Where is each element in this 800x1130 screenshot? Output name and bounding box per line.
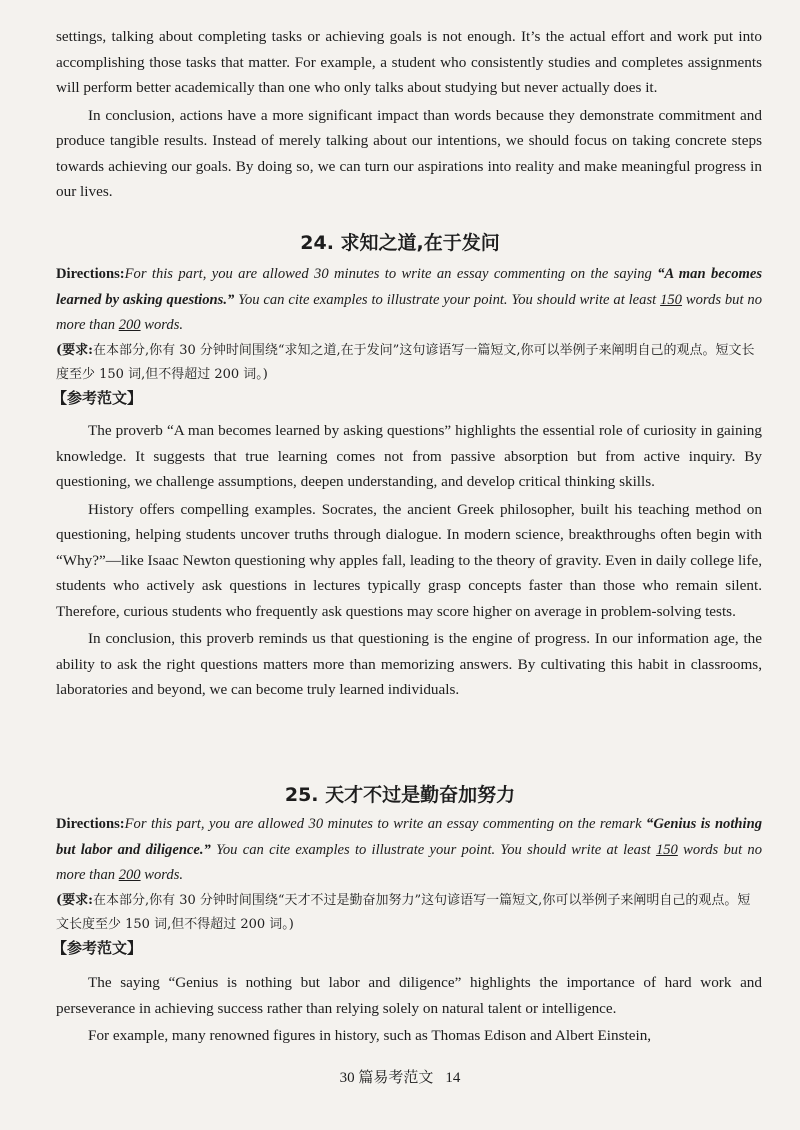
- section-25-directions: [52, 812, 762, 959]
- reference-essay-label: 【参考范文】: [52, 388, 143, 407]
- section-24-directions: [52, 262, 762, 409]
- essay-paragraph: History offers compelling examples. Socrates, the ancient Greek philosopher, built his teaching method on questioning, helping students uncover truths through dialogue. In modern science, breakthroughs often begin with “Why?”—like Isaac Newton questioning why apples fall, leading to the theory of gravity. Even in daily college life, students who actively ask questions in lectures typically grasp concepts faster than those who remain silent. Therefore, curious students who frequently ask questions may score higher on average in problem-solving tests.: [56, 500, 762, 620]
- max-words: 200: [118, 317, 141, 333]
- min-words: 150: [660, 291, 682, 308]
- max-words: 200: [118, 867, 141, 883]
- directions-quote: “A man becomes learned by asking questions.”: [56, 266, 762, 308]
- directions-quote: “Genius is nothing but labor and diligence.”: [56, 816, 762, 858]
- reference-essay-label: 【参考范文】: [52, 938, 143, 957]
- essay-paragraph: For example, many renowned figures in history, such as Thomas Edison and Albert Einstein,: [88, 1027, 652, 1044]
- page-footer: [0, 1068, 800, 1088]
- intro-text: [56, 24, 762, 205]
- book-title: 30 篇易考范文: [339, 1070, 434, 1086]
- essay-paragraph: The proverb “A man becomes learned by asking questions” highlights the essential role of curiosity in gaining knowledge. It suggests that true learning comes not from passive absorption but from active inquiry. By questioning, we challenge assumptions, deepen understanding, and develop critical thinking skills.: [56, 422, 762, 490]
- min-words: 150: [655, 841, 678, 858]
- section-25-essay: [56, 970, 762, 1049]
- requirement-text: (要求:在本部分,你有 30 分钟时间围绕“天才不过是勤奋加努力”这句谚语写一篇短文,你可以举例子来阐明自己的观点。短文长度至少 150 词,但不得超过 200 词。): [56, 892, 751, 932]
- directions-text: Directions:For this part, you are allowed 30 minutes to write an essay commenting on the remark “Genius is nothing but labor and diligence.” You can cite examples to illustrate your point. You should write at least 150 words but no more than 200 words.: [56, 816, 762, 883]
- intro-paragraph-2: In conclusion, actions have a more significant impact than words because they demonstrate commitment and produce tangible results. Instead of merely talking about our intentions, we should focus on taking concrete steps towards achieving our goals. By doing so, we can turn our aspirations into reality and make meaningful progress in our lives.: [56, 106, 762, 200]
- requirement-label: (要求:: [56, 342, 93, 358]
- page-number: 14: [445, 1070, 461, 1086]
- essay-paragraph: The saying “Genius is nothing but labor and diligence” highlights the importance of hard work and perseverance in achieving success rather than relying solely on natural talent or intelligence.: [56, 974, 762, 1017]
- section-25-title: 25. 天才不过是勤奋加努力: [284, 784, 516, 806]
- essay-paragraph: In conclusion, this proverb reminds us that questioning is the engine of progress. In our information age, the ability to ask the right questions matters more than memorizing answers. By cultivating this habit in classrooms, laboratories and beyond, we can become truly learned individuals.: [56, 630, 762, 698]
- directions-text: Directions:For this part, you are allowed 30 minutes to write an essay commenting on the saying “A man becomes learned by asking questions.” You can cite examples to illustrate your point. You should write at least 150 words but no more than 200 words.: [56, 266, 762, 333]
- requirement-text: (要求:在本部分,你有 30 分钟时间围绕“求知之道,在于发问”这句谚语写一篇短文,你可以举例子来阐明自己的观点。短文长度至少 150 词,但不得超过 200 词。): [56, 342, 755, 382]
- intro-paragraph-1: settings, talking about completing tasks or achieving goals is not enough. It’s the actual effort and work put into accomplishing those tasks that matter. For example, a student who consistently studies and completes assignments will perform better academically than one who only talks about studying but never actually does it.: [56, 28, 762, 96]
- requirement-label: (要求:: [56, 892, 93, 908]
- section-24-essay: [56, 418, 762, 703]
- section-24-title: 24. 求知之道,在于发问: [300, 232, 500, 254]
- directions-label: Directions:: [56, 266, 125, 282]
- directions-label: Directions:: [56, 816, 125, 832]
